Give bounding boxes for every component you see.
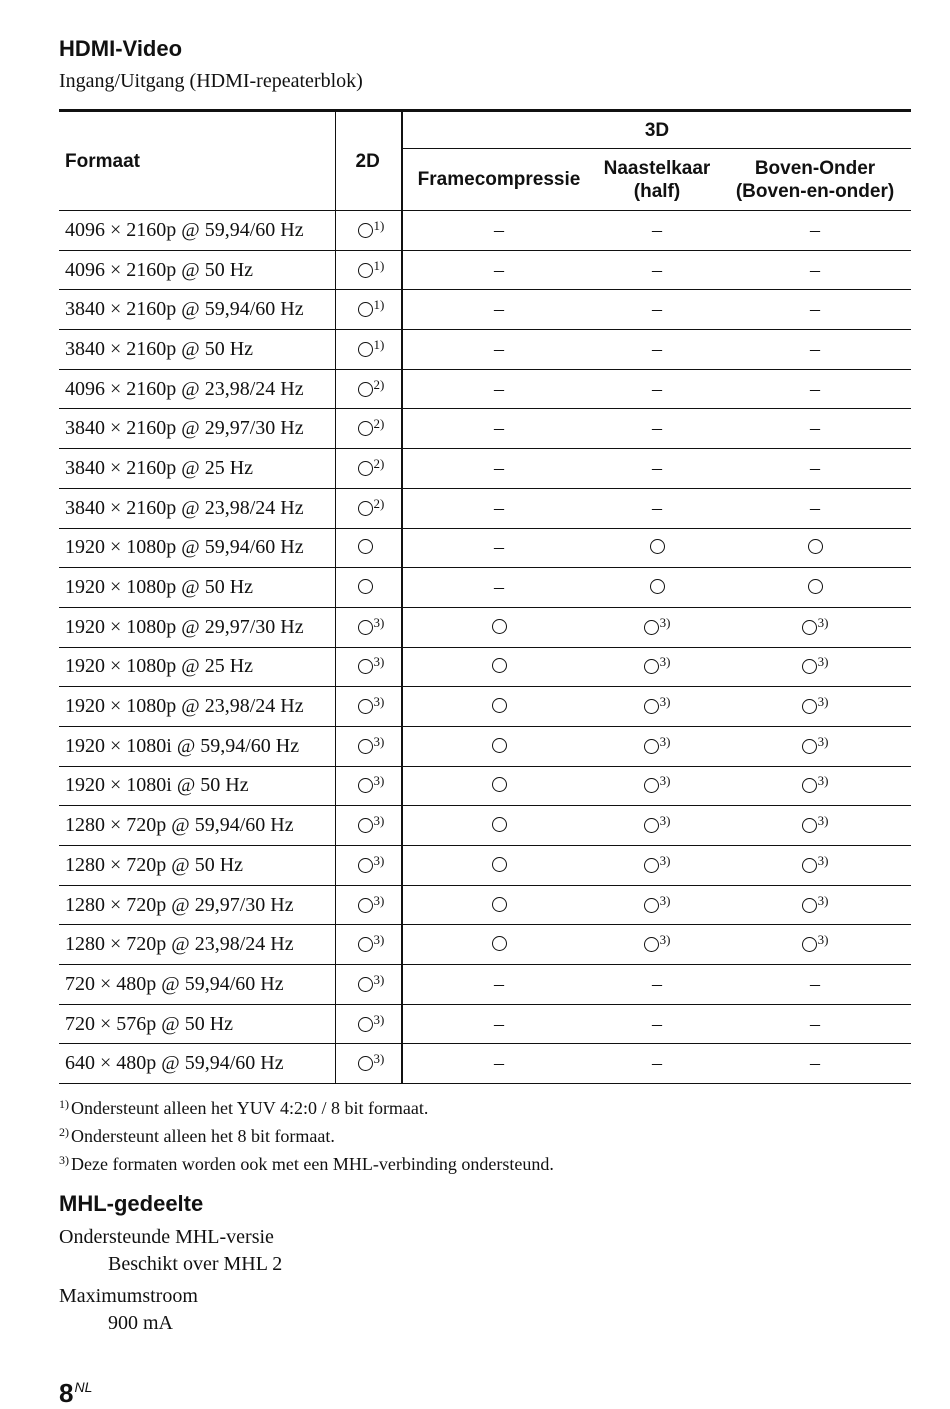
frame-not-supported-dash: –: [494, 258, 504, 281]
mhl-version-label: Ondersteunde MHL-versie: [59, 1226, 274, 1248]
top-supported-circle-icon: [802, 620, 817, 635]
2d-supported-circle-icon: [358, 659, 373, 674]
header-3d: 3D: [402, 111, 911, 149]
frame-cell: [402, 607, 595, 647]
frame-cell: [402, 369, 595, 409]
top-cell: [719, 766, 911, 806]
2d-cell: [335, 925, 402, 965]
footnote-text: Ondersteunt alleen het 8 bit formaat.: [71, 1126, 335, 1146]
footnote-mark: 2): [59, 1125, 69, 1139]
frame-supported-circle-icon: [492, 777, 507, 792]
top-not-supported-dash: –: [810, 218, 821, 241]
2d-supported-circle-icon: [358, 739, 373, 754]
frame-cell: [402, 687, 595, 727]
frame-cell: [402, 846, 595, 886]
format-cell: 1920 × 1080i @ 50 Hz: [59, 766, 335, 806]
frame-cell: [402, 885, 595, 925]
format-cell: 1280 × 720p @ 59,94/60 Hz: [59, 806, 335, 846]
frame-cell: [402, 925, 595, 965]
side-cell: [595, 528, 719, 568]
page-number-value: 8: [59, 1378, 74, 1408]
top-supported-circle-icon: [802, 778, 817, 793]
top-footnote-ref: 3): [817, 892, 829, 908]
side-not-supported-dash: –: [652, 972, 662, 995]
side-supported-circle-icon: [644, 620, 659, 635]
top-cell: [719, 211, 911, 251]
side-not-supported-dash: –: [652, 1052, 662, 1075]
side-supported-circle-icon: [644, 699, 659, 714]
top-cell: [719, 687, 911, 727]
2d-footnote-ref: 1): [373, 257, 385, 273]
side-cell: [595, 925, 719, 965]
top-cell: [719, 965, 911, 1005]
2d-supported-circle-icon: [358, 539, 373, 554]
side-supported-circle-icon: [644, 778, 659, 793]
footnote-2: [59, 1120, 554, 1148]
format-cell: 1280 × 720p @ 29,97/30 Hz: [59, 885, 335, 925]
side-not-supported-dash: –: [652, 377, 662, 400]
top-cell: [719, 806, 911, 846]
top-not-supported-dash: –: [810, 456, 821, 479]
side-supported-circle-icon: [650, 579, 665, 594]
top-not-supported-dash: –: [810, 298, 821, 321]
top-cell: [719, 1004, 911, 1044]
2d-footnote-ref: 1): [373, 297, 385, 313]
2d-footnote-ref: 1): [373, 217, 385, 233]
top-supported-circle-icon: [802, 739, 817, 754]
frame-not-supported-dash: –: [494, 298, 504, 321]
2d-footnote-ref: 3): [373, 614, 385, 630]
side-cell: [595, 766, 719, 806]
top-cell: [719, 449, 911, 489]
frame-cell: [402, 290, 595, 330]
side-not-supported-dash: –: [652, 456, 662, 479]
frame-cell: [402, 568, 595, 608]
side-cell: [595, 607, 719, 647]
top-footnote-ref: 3): [817, 932, 829, 948]
table-row: [59, 806, 911, 846]
top-not-supported-dash: –: [810, 337, 821, 360]
side-cell: [595, 1004, 719, 1044]
2d-footnote-ref: 3): [373, 892, 385, 908]
frame-not-supported-dash: –: [494, 496, 504, 519]
top-cell: [719, 1044, 911, 1084]
footnote-text: Deze formaten worden ook met een MHL-verbinding ondersteund.: [71, 1154, 554, 1174]
2d-footnote-ref: 3): [373, 1011, 385, 1027]
table-row: [59, 1004, 911, 1044]
side-footnote-ref: 3): [659, 614, 671, 630]
2d-cell: [335, 568, 402, 608]
top-footnote-ref: 3): [817, 614, 829, 630]
top-not-supported-dash: –: [810, 1052, 821, 1075]
frame-cell: [402, 726, 595, 766]
top-footnote-ref: 3): [817, 813, 829, 829]
page-language: NL: [74, 1379, 93, 1395]
side-footnote-ref: 3): [659, 852, 671, 868]
frame-not-supported-dash: –: [494, 972, 504, 995]
header-side-by-side: [595, 149, 719, 211]
top-footnote-ref: 3): [817, 773, 829, 789]
side-cell: [595, 806, 719, 846]
header-top-bottom-line1: Boven-Onder: [754, 157, 876, 179]
frame-not-supported-dash: –: [494, 576, 504, 599]
frame-cell: [402, 965, 595, 1005]
side-footnote-ref: 3): [659, 654, 671, 670]
max-current-label: Maximumstroom: [59, 1285, 198, 1307]
side-cell: [595, 687, 719, 727]
side-cell: [595, 726, 719, 766]
section-subtitle: Ingang/Uitgang (HDMI-repeaterblok): [59, 70, 363, 92]
table-body: [59, 211, 911, 1084]
2d-cell: [335, 369, 402, 409]
frame-cell: [402, 1004, 595, 1044]
format-cell: 640 × 480p @ 59,94/60 Hz: [59, 1044, 335, 1084]
side-not-supported-dash: –: [652, 258, 662, 281]
format-cell: 1920 × 1080p @ 25 Hz: [59, 647, 335, 687]
top-cell: [719, 528, 911, 568]
table-row: [59, 409, 911, 449]
2d-supported-circle-icon: [358, 501, 373, 516]
top-supported-circle-icon: [802, 699, 817, 714]
frame-supported-circle-icon: [492, 897, 507, 912]
format-cell: 1280 × 720p @ 23,98/24 Hz: [59, 925, 335, 965]
2d-cell: [335, 687, 402, 727]
frame-cell: [402, 528, 595, 568]
2d-cell: [335, 488, 402, 528]
top-cell: [719, 885, 911, 925]
frame-cell: [402, 449, 595, 489]
2d-footnote-ref: 2): [373, 376, 385, 392]
2d-cell: [335, 647, 402, 687]
side-cell: [595, 965, 719, 1005]
2d-footnote-ref: 3): [373, 694, 385, 710]
2d-footnote-ref: 3): [373, 1051, 385, 1067]
2d-supported-circle-icon: [358, 223, 373, 238]
2d-footnote-ref: 3): [373, 733, 385, 749]
2d-footnote-ref: 3): [373, 813, 385, 829]
top-footnote-ref: 3): [817, 694, 829, 710]
frame-not-supported-dash: –: [494, 337, 504, 360]
top-supported-circle-icon: [802, 898, 817, 913]
format-cell: 3840 × 2160p @ 59,94/60 Hz: [59, 290, 335, 330]
table-row: [59, 885, 911, 925]
2d-cell: [335, 290, 402, 330]
table-row: [59, 369, 911, 409]
frame-cell: [402, 806, 595, 846]
top-not-supported-dash: –: [810, 972, 821, 995]
header-top-bottom-line2: (Boven-en-onder): [735, 180, 895, 202]
top-footnote-ref: 3): [817, 733, 829, 749]
header-side-by-side-line2: (half): [633, 180, 681, 202]
table-row: [59, 965, 911, 1005]
2d-cell: [335, 766, 402, 806]
table-row: [59, 449, 911, 489]
side-footnote-ref: 3): [659, 932, 671, 948]
side-supported-circle-icon: [644, 937, 659, 952]
format-cell: 4096 × 2160p @ 23,98/24 Hz: [59, 369, 335, 409]
2d-supported-circle-icon: [358, 977, 373, 992]
top-footnote-ref: 3): [817, 852, 829, 868]
side-cell: [595, 290, 719, 330]
2d-cell: [335, 885, 402, 925]
side-cell: [595, 846, 719, 886]
section-title: HDMI-Video: [59, 36, 183, 61]
frame-not-supported-dash: –: [494, 218, 504, 241]
side-footnote-ref: 3): [659, 733, 671, 749]
top-cell: [719, 925, 911, 965]
top-supported-circle-icon: [802, 659, 817, 674]
frame-cell: [402, 409, 595, 449]
side-cell: [595, 409, 719, 449]
frame-not-supported-dash: –: [494, 1012, 504, 1035]
table-row: [59, 846, 911, 886]
2d-footnote-ref: 2): [373, 455, 385, 471]
2d-supported-circle-icon: [358, 818, 373, 833]
side-footnote-ref: 3): [659, 892, 671, 908]
table-row: [59, 687, 911, 727]
table-row: [59, 290, 911, 330]
header-side-by-side-line1: Naastelkaar: [603, 157, 711, 179]
2d-supported-circle-icon: [358, 937, 373, 952]
2d-cell: [335, 846, 402, 886]
top-supported-circle-icon: [802, 858, 817, 873]
side-cell: [595, 1044, 719, 1084]
table-row: [59, 211, 911, 251]
top-cell: [719, 250, 911, 290]
2d-supported-circle-icon: [358, 579, 373, 594]
2d-footnote-ref: 3): [373, 773, 385, 789]
hdmi-video-format-table: [59, 109, 911, 1084]
table-row: [59, 647, 911, 687]
side-supported-circle-icon: [650, 539, 665, 554]
side-supported-circle-icon: [644, 818, 659, 833]
footnote-text: Ondersteunt alleen het YUV 4:2:0 / 8 bit formaat.: [71, 1098, 429, 1118]
side-not-supported-dash: –: [652, 298, 662, 321]
table-row: [59, 330, 911, 370]
format-cell: 1920 × 1080i @ 59,94/60 Hz: [59, 726, 335, 766]
2d-cell: [335, 330, 402, 370]
frame-supported-circle-icon: [492, 817, 507, 832]
top-not-supported-dash: –: [810, 496, 821, 519]
footnote-1: [59, 1092, 554, 1120]
footnote-mark: 3): [59, 1153, 69, 1167]
frame-supported-circle-icon: [492, 619, 507, 634]
frame-not-supported-dash: –: [494, 417, 504, 440]
2d-footnote-ref: 3): [373, 971, 385, 987]
2d-footnote-ref: 1): [373, 336, 385, 352]
2d-footnote-ref: 3): [373, 654, 385, 670]
frame-cell: [402, 766, 595, 806]
2d-footnote-ref: 2): [373, 416, 385, 432]
frame-supported-circle-icon: [492, 658, 507, 673]
2d-supported-circle-icon: [358, 421, 373, 436]
format-cell: 3840 × 2160p @ 25 Hz: [59, 449, 335, 489]
footnotes: [59, 1092, 554, 1176]
max-current-value: 900 mA: [108, 1312, 173, 1334]
top-cell: [719, 330, 911, 370]
frame-supported-circle-icon: [492, 857, 507, 872]
side-cell: [595, 250, 719, 290]
side-not-supported-dash: –: [652, 337, 662, 360]
side-cell: [595, 488, 719, 528]
frame-not-supported-dash: –: [494, 377, 504, 400]
side-not-supported-dash: –: [652, 218, 662, 241]
header-frame-compression: Framecompressie: [402, 149, 595, 211]
mhl-section-title: MHL-gedeelte: [59, 1191, 204, 1216]
table-row: [59, 568, 911, 608]
footnote-3: [59, 1148, 554, 1176]
2d-supported-circle-icon: [358, 620, 373, 635]
side-footnote-ref: 3): [659, 773, 671, 789]
format-cell: 720 × 576p @ 50 Hz: [59, 1004, 335, 1044]
format-cell: 4096 × 2160p @ 59,94/60 Hz: [59, 211, 335, 251]
frame-cell: [402, 330, 595, 370]
side-cell: [595, 369, 719, 409]
top-cell: [719, 726, 911, 766]
table-row: [59, 726, 911, 766]
2d-supported-circle-icon: [358, 858, 373, 873]
frame-supported-circle-icon: [492, 738, 507, 753]
side-not-supported-dash: –: [652, 417, 662, 440]
frame-supported-circle-icon: [492, 698, 507, 713]
2d-supported-circle-icon: [358, 263, 373, 278]
2d-supported-circle-icon: [358, 342, 373, 357]
top-cell: [719, 488, 911, 528]
table-row: [59, 766, 911, 806]
side-cell: [595, 568, 719, 608]
top-footnote-ref: 3): [817, 654, 829, 670]
table-row: [59, 1044, 911, 1084]
top-not-supported-dash: –: [810, 377, 821, 400]
table-row: [59, 607, 911, 647]
2d-cell: [335, 528, 402, 568]
top-not-supported-dash: –: [810, 1012, 821, 1035]
2d-supported-circle-icon: [358, 461, 373, 476]
top-cell: [719, 568, 911, 608]
2d-footnote-ref: 2): [373, 495, 385, 511]
side-supported-circle-icon: [644, 898, 659, 913]
2d-supported-circle-icon: [358, 1056, 373, 1071]
top-cell: [719, 607, 911, 647]
2d-supported-circle-icon: [358, 1017, 373, 1032]
format-cell: 720 × 480p @ 59,94/60 Hz: [59, 965, 335, 1005]
2d-cell: [335, 726, 402, 766]
frame-not-supported-dash: –: [494, 536, 504, 559]
side-cell: [595, 885, 719, 925]
2d-cell: [335, 1044, 402, 1084]
side-footnote-ref: 3): [659, 813, 671, 829]
frame-cell: [402, 250, 595, 290]
top-supported-circle-icon: [802, 818, 817, 833]
side-supported-circle-icon: [644, 659, 659, 674]
header-format: Formaat: [59, 111, 335, 211]
2d-supported-circle-icon: [358, 699, 373, 714]
table-row: [59, 250, 911, 290]
format-cell: 3840 × 2160p @ 50 Hz: [59, 330, 335, 370]
format-cell: 1920 × 1080p @ 29,97/30 Hz: [59, 607, 335, 647]
2d-footnote-ref: 3): [373, 852, 385, 868]
top-cell: [719, 369, 911, 409]
side-cell: [595, 330, 719, 370]
side-supported-circle-icon: [644, 739, 659, 754]
format-cell: 1920 × 1080p @ 23,98/24 Hz: [59, 687, 335, 727]
top-supported-circle-icon: [802, 937, 817, 952]
format-cell: 4096 × 2160p @ 50 Hz: [59, 250, 335, 290]
side-not-supported-dash: –: [652, 1012, 662, 1035]
2d-cell: [335, 211, 402, 251]
2d-supported-circle-icon: [358, 898, 373, 913]
table-row: [59, 925, 911, 965]
2d-cell: [335, 607, 402, 647]
2d-cell: [335, 806, 402, 846]
top-cell: [719, 290, 911, 330]
header-top-bottom: [719, 149, 911, 211]
table-row: [59, 528, 911, 568]
2d-cell: [335, 409, 402, 449]
format-cell: 1920 × 1080p @ 50 Hz: [59, 568, 335, 608]
2d-footnote-ref: 3): [373, 932, 385, 948]
header-2d: 2D: [335, 111, 402, 211]
format-cell: 3840 × 2160p @ 23,98/24 Hz: [59, 488, 335, 528]
top-cell: [719, 647, 911, 687]
2d-cell: [335, 250, 402, 290]
frame-cell: [402, 1044, 595, 1084]
mhl-version-value: Beschikt over MHL 2: [108, 1253, 283, 1275]
frame-cell: [402, 488, 595, 528]
table-row: [59, 488, 911, 528]
top-cell: [719, 846, 911, 886]
frame-not-supported-dash: –: [494, 1052, 504, 1075]
2d-cell: [335, 449, 402, 489]
top-supported-circle-icon: [808, 579, 823, 594]
format-cell: 1920 × 1080p @ 59,94/60 Hz: [59, 528, 335, 568]
frame-supported-circle-icon: [492, 936, 507, 951]
side-supported-circle-icon: [644, 858, 659, 873]
top-not-supported-dash: –: [810, 258, 821, 281]
2d-supported-circle-icon: [358, 382, 373, 397]
side-not-supported-dash: –: [652, 496, 662, 519]
2d-supported-circle-icon: [358, 778, 373, 793]
format-cell: 1280 × 720p @ 50 Hz: [59, 846, 335, 886]
side-cell: [595, 647, 719, 687]
frame-cell: [402, 647, 595, 687]
top-not-supported-dash: –: [810, 417, 821, 440]
side-cell: [595, 449, 719, 489]
2d-cell: [335, 1004, 402, 1044]
side-footnote-ref: 3): [659, 694, 671, 710]
top-cell: [719, 409, 911, 449]
side-cell: [595, 211, 719, 251]
top-supported-circle-icon: [808, 539, 823, 554]
frame-cell: [402, 211, 595, 251]
footnote-mark: 1): [59, 1097, 69, 1111]
2d-supported-circle-icon: [358, 302, 373, 317]
format-cell: 3840 × 2160p @ 29,97/30 Hz: [59, 409, 335, 449]
2d-cell: [335, 965, 402, 1005]
frame-not-supported-dash: –: [494, 456, 504, 479]
page-number: [59, 1378, 92, 1409]
